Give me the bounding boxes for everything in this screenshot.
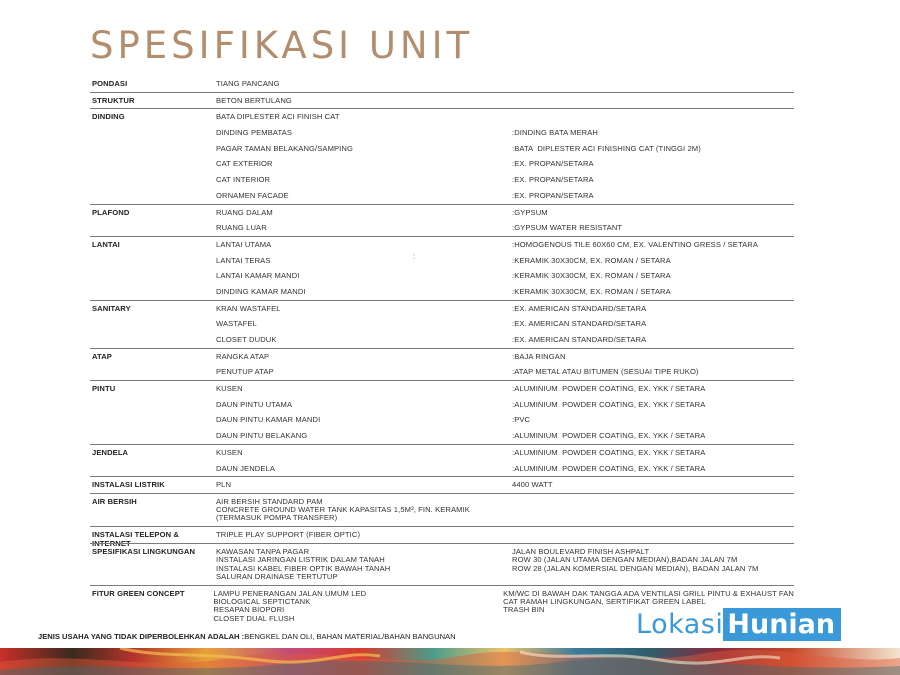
spec-item: WASTAFEL: [216, 319, 257, 329]
spec-category: STRUKTUR: [92, 95, 135, 105]
spec-item: TIANG PANCANG: [216, 79, 280, 88]
spec-value: 4400 WATT: [512, 480, 553, 490]
spec-value: :ALUMINIUM POWDER COATING, EX. YKK / SETARA: [512, 431, 706, 441]
spec-group: [90, 493, 794, 527]
spec-row: [90, 172, 794, 188]
spec-row: [90, 141, 794, 157]
spec-value: :ATAP METAL ATAU BITUMEN (SESUAI TIPE RUKO): [512, 367, 699, 377]
spec-group: [90, 92, 794, 109]
spec-value: :EX. AMERICAN STANDARD/SETARA: [512, 335, 647, 344]
spec-category: SPESIFIKASI LINGKUNGAN: [92, 547, 196, 557]
spec-group: [90, 444, 794, 476]
spec-value: :HOMOGENOUS TILE 60X60 CM, EX. VALENTINO GRESS / SETARA: [512, 239, 759, 249]
spec-row: [90, 364, 794, 380]
spec-row: [90, 349, 794, 365]
spec-row: [90, 109, 794, 125]
spec-row: [90, 188, 794, 204]
spec-item: ORNAMEN FACADE: [216, 190, 289, 200]
spec-value: :EX. AMERICAN STANDARD/SETARA: [512, 319, 647, 329]
spec-item: DAUN PINTU BELAKANG: [216, 431, 308, 441]
spec-category: PONDASI: [92, 79, 128, 88]
spec-group: [90, 476, 794, 493]
stray-mark: :: [413, 252, 416, 261]
spec-value: :KERAMIK 30X30CM, EX. ROMAN / SETARA: [512, 286, 671, 296]
spec-value: :ALUMINIUM POWDER COATING, EX. YKK / SETARA: [512, 384, 706, 394]
spec-row: [90, 205, 794, 221]
spec-group: [90, 76, 794, 92]
spec-row: [90, 381, 794, 397]
watermark-part1: Lokasi: [636, 609, 724, 640]
spec-value: :ALUMINIUM POWDER COATING, EX. YKK / SETARA: [512, 447, 706, 457]
spec-value: :EX. PROPAN/SETARA: [512, 190, 594, 200]
spec-item: LANTAI UTAMA: [216, 239, 272, 249]
spec-value: KM/WC DI BAWAH DAK TANGGA ADA VENTILASI GRILL PINTU & EXHAUST FAN CAT RAMAH LINGKUNGAN, SERTIFIKAT GREEN LABEL TRASH BIN: [503, 588, 794, 615]
spec-item: LAMPU PENERANGAN JALAN UMUM LED BIOLOGICAL SEPTICTANK RESAPAN BIOPORI CLOSET DUAL FLUSH: [213, 588, 367, 623]
spec-row: [90, 220, 794, 236]
spec-value: :KERAMIK 30X30CM, EX. ROMAN / SETARA: [512, 255, 671, 265]
spec-category: DINDING: [92, 112, 125, 122]
spec-row: [90, 397, 794, 413]
spec-value: :BAJA RINGAN: [512, 351, 566, 361]
spec-value: :GYPSUM WATER RESISTANT: [512, 223, 623, 233]
spec-value: JALAN BOULEVARD FINISH ASHPALT ROW 30 (JALAN UTAMA DENGAN MEDIAN),BADAN JALAN 7M ROW 28 (JALAN KOMERSIAL DENGAN MEDIAN), BADAN JALAN 7M: [512, 547, 759, 573]
spec-value: :ALUMINIUM POWDER COATING, EX. YKK / SETARA: [512, 399, 706, 409]
spec-row: [90, 461, 794, 477]
spec-row: [90, 237, 794, 253]
spec-item: BETON BERTULANG: [216, 95, 292, 105]
spec-group: [90, 526, 794, 548]
spec-row: [90, 301, 794, 317]
spec-row: [90, 477, 794, 493]
spec-item: PLN: [216, 480, 232, 490]
spec-row: [90, 445, 794, 461]
spec-item: BATA DIPLESTER ACI FINISH CAT: [216, 112, 340, 122]
spec-category: PLAFOND: [92, 207, 130, 217]
spec-category: ATAP: [92, 351, 112, 361]
spec-value: :ALUMINIUM POWDER COATING, EX. YKK / SETARA: [512, 463, 706, 473]
spec-category: PINTU: [92, 384, 116, 394]
spec-item: PENUTUP ATAP: [216, 367, 274, 377]
spec-item: CLOSET DUDUK: [216, 335, 277, 344]
spec-item: KUSEN: [216, 384, 243, 394]
spec-value: :EX. AMERICAN STANDARD/SETARA: [512, 303, 647, 313]
spec-item: PAGAR TAMAN BELAKANG/SAMPING: [216, 143, 353, 153]
spec-category: SANITARY: [92, 303, 131, 313]
spec-row: [90, 253, 794, 269]
spec-item: RUANG DALAM: [216, 207, 273, 217]
spec-item: LANTAI TERAS: [216, 255, 271, 265]
spec-row: [90, 544, 794, 585]
abstract-paint-image: [0, 648, 900, 675]
spec-row: [90, 156, 794, 172]
spec-item: AIR BERSIH STANDARD PAM CONCRETE GROUND WATER TANK KAPASITAS 1,5M³, FIN. KERAMIK (TERMASUK POMPA TRANSFER): [216, 496, 470, 523]
spec-row: [90, 268, 794, 284]
spec-item: RUANG LUAR: [216, 223, 267, 233]
spec-item: DINDING PEMBATAS: [216, 128, 292, 138]
spec-item: KRAN WASTAFEL: [216, 303, 281, 313]
spec-group: [90, 348, 794, 380]
spec-category: INSTALASI LISTRIK: [92, 480, 165, 490]
spec-item: DINDING KAMAR MANDI: [216, 286, 306, 296]
spec-group: [90, 380, 794, 444]
watermark-logo: [636, 608, 841, 641]
spec-group: [90, 204, 794, 236]
footer-note: [38, 632, 456, 641]
spec-item: DAUN PINTU UTAMA: [216, 399, 293, 409]
spec-value: :KERAMIK 30X30CM, EX. ROMAN / SETARA: [512, 271, 671, 281]
spec-category: FITUR GREEN CONCEPT: [92, 588, 185, 598]
spec-item: RANGKA ATAP: [216, 351, 270, 361]
page-title: SPESIFIKASI UNIT: [90, 24, 474, 67]
spec-row: [90, 93, 794, 109]
spec-value: :GYPSUM: [512, 207, 548, 217]
spec-value: :BATA DIPLESTER ACI FINISHING CAT (TINGGI 2M): [512, 143, 701, 153]
spec-row: [90, 284, 794, 300]
spec-group: [90, 300, 794, 348]
spec-row: [90, 494, 794, 527]
spec-category: JENDELA: [92, 447, 129, 457]
spec-row: [90, 316, 794, 332]
spec-item: KAWASAN TANPA PAGAR INSTALASI JARINGAN LISTRIK DALAM TANAH INSTALASI KABEL FIBER OPTIK BAWAH TANAH SALURAN DRAINASE TERTUTUP: [216, 547, 391, 581]
spec-item: DAUN PINTU KAMAR MANDI: [216, 415, 321, 425]
spec-item: DAUN JENDELA: [216, 463, 276, 473]
spec-category: LANTAI: [92, 239, 120, 249]
spec-group: [90, 236, 794, 300]
footer-label: JENIS USAHA YANG TIDAK DIPERBOLEHKAN ADALAH :: [38, 632, 245, 641]
spec-group: [90, 108, 794, 203]
spec-category: INSTALASI TELEPON & INTERNET: [92, 530, 179, 548]
spec-row: [90, 125, 794, 141]
spec-row: [90, 76, 794, 92]
spec-row: [90, 428, 794, 444]
footer-value: BENGKEL DAN OLI, BAHAN MATERIAL/BAHAN BANGUNAN: [244, 632, 456, 641]
spec-value: :EX. PROPAN/SETARA: [512, 175, 594, 185]
spec-row: [90, 332, 794, 348]
spec-row: [90, 412, 794, 428]
watermark-part2: Hunian: [723, 608, 841, 641]
spec-item: TRIPLE PLAY SUPPORT (FIBER OPTIC): [216, 530, 361, 540]
decorative-painting-band: [0, 648, 900, 675]
spec-item: CAT EXTERIOR: [216, 159, 273, 169]
spec-table: [90, 76, 794, 627]
spec-item: LANTAI KAMAR MANDI: [216, 271, 300, 281]
spec-row: [90, 527, 794, 548]
spec-item: KUSEN: [216, 447, 243, 457]
spec-value: :PVC: [512, 415, 531, 425]
spec-group: [90, 543, 794, 585]
spec-category: AIR BERSIH: [92, 496, 137, 506]
spec-value: :EX. PROPAN/SETARA: [512, 159, 594, 169]
spec-value: :DINDING BATA MERAH: [512, 128, 599, 138]
spec-item: CAT INTERIOR: [216, 175, 271, 185]
